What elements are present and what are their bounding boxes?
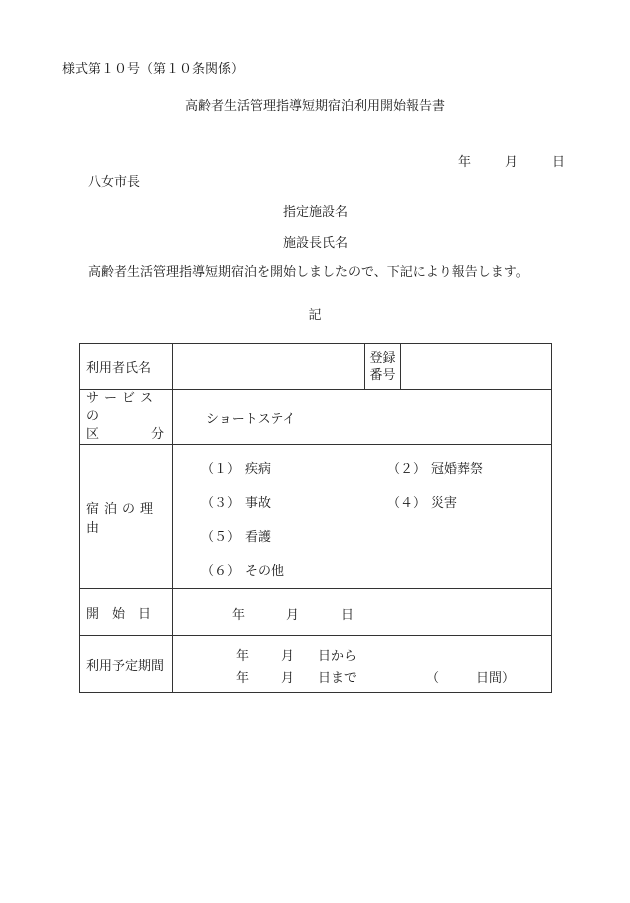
user-name-field[interactable] — [173, 344, 365, 390]
service-value: ショートステイ — [173, 390, 552, 445]
reason-text: 災害 — [431, 496, 458, 511]
start-month: 月 — [286, 608, 300, 623]
user-name-label: 利用者氏名 — [80, 344, 173, 390]
registration-label-line1: 登録 — [369, 350, 396, 366]
period-from-year: 年 — [236, 649, 250, 664]
reason-label: 宿泊の理由 — [80, 445, 173, 589]
period-field[interactable] — [173, 636, 552, 693]
period-from-month: 月 — [281, 649, 295, 664]
date-year: 年 — [458, 155, 472, 170]
reason-option-5[interactable] — [201, 526, 271, 545]
start-date-label: 開 始 日 — [80, 589, 173, 636]
ki-heading: 記 — [308, 308, 322, 323]
service-label-ku: 区 — [86, 427, 100, 442]
period-label: 利用予定期間 — [80, 636, 173, 693]
date-month: 月 — [505, 155, 519, 170]
document-title: 高齢者生活管理指導短期宿泊利用開始報告書 — [184, 99, 445, 114]
registration-label — [365, 344, 401, 390]
start-day: 日 — [341, 608, 355, 623]
reason-option-2[interactable] — [387, 458, 483, 477]
start-date-field[interactable] — [173, 589, 552, 636]
period-from-day: 日から — [318, 649, 358, 664]
report-form-table — [79, 343, 552, 693]
service-row — [80, 390, 552, 445]
service-label — [80, 390, 173, 445]
reason-option-6[interactable] — [201, 560, 284, 579]
body-text: 高齢者生活管理指導短期宿泊を開始しましたので、下記により報告します。 — [88, 265, 529, 280]
user-name-row — [80, 344, 552, 390]
registration-number-field[interactable] — [401, 344, 552, 390]
reason-num: （３） — [201, 496, 241, 511]
reason-num: （１） — [201, 462, 241, 477]
report-date — [458, 151, 565, 170]
addressee: 八女市長 — [88, 175, 141, 190]
reason-text: 事故 — [245, 496, 272, 511]
date-day: 日 — [552, 155, 566, 170]
registration-label-line2: 番号 — [369, 367, 396, 383]
period-to-month: 月 — [281, 671, 295, 686]
reason-option-4[interactable] — [387, 492, 457, 511]
service-label-bun: 分 — [150, 427, 164, 442]
reason-text: 看護 — [245, 530, 272, 545]
service-label-line1: サービスの — [86, 391, 159, 424]
period-paren-open: （ — [426, 671, 440, 686]
reason-option-3[interactable] — [201, 492, 271, 511]
reason-num: （６） — [201, 564, 241, 579]
form-number: 様式第１０号（第１０条関係） — [62, 62, 245, 77]
period-row — [80, 636, 552, 693]
reason-num: （４） — [387, 496, 427, 511]
reason-text: その他 — [245, 564, 285, 579]
reason-num: （２） — [387, 462, 427, 477]
period-to-year: 年 — [236, 671, 250, 686]
start-date-row — [80, 589, 552, 636]
reason-num: （５） — [201, 530, 241, 545]
facility-name-label: 指定施設名 — [283, 205, 349, 220]
reason-option-1[interactable] — [201, 458, 271, 477]
reason-row — [80, 445, 552, 589]
reason-text: 冠婚葬祭 — [431, 462, 484, 477]
period-days: 日間） — [476, 671, 516, 686]
reason-options — [173, 445, 552, 589]
director-name-label: 施設長氏名 — [283, 236, 349, 251]
start-year: 年 — [232, 608, 246, 623]
reason-text: 疾病 — [245, 462, 272, 477]
period-to-day: 日まで — [318, 671, 358, 686]
